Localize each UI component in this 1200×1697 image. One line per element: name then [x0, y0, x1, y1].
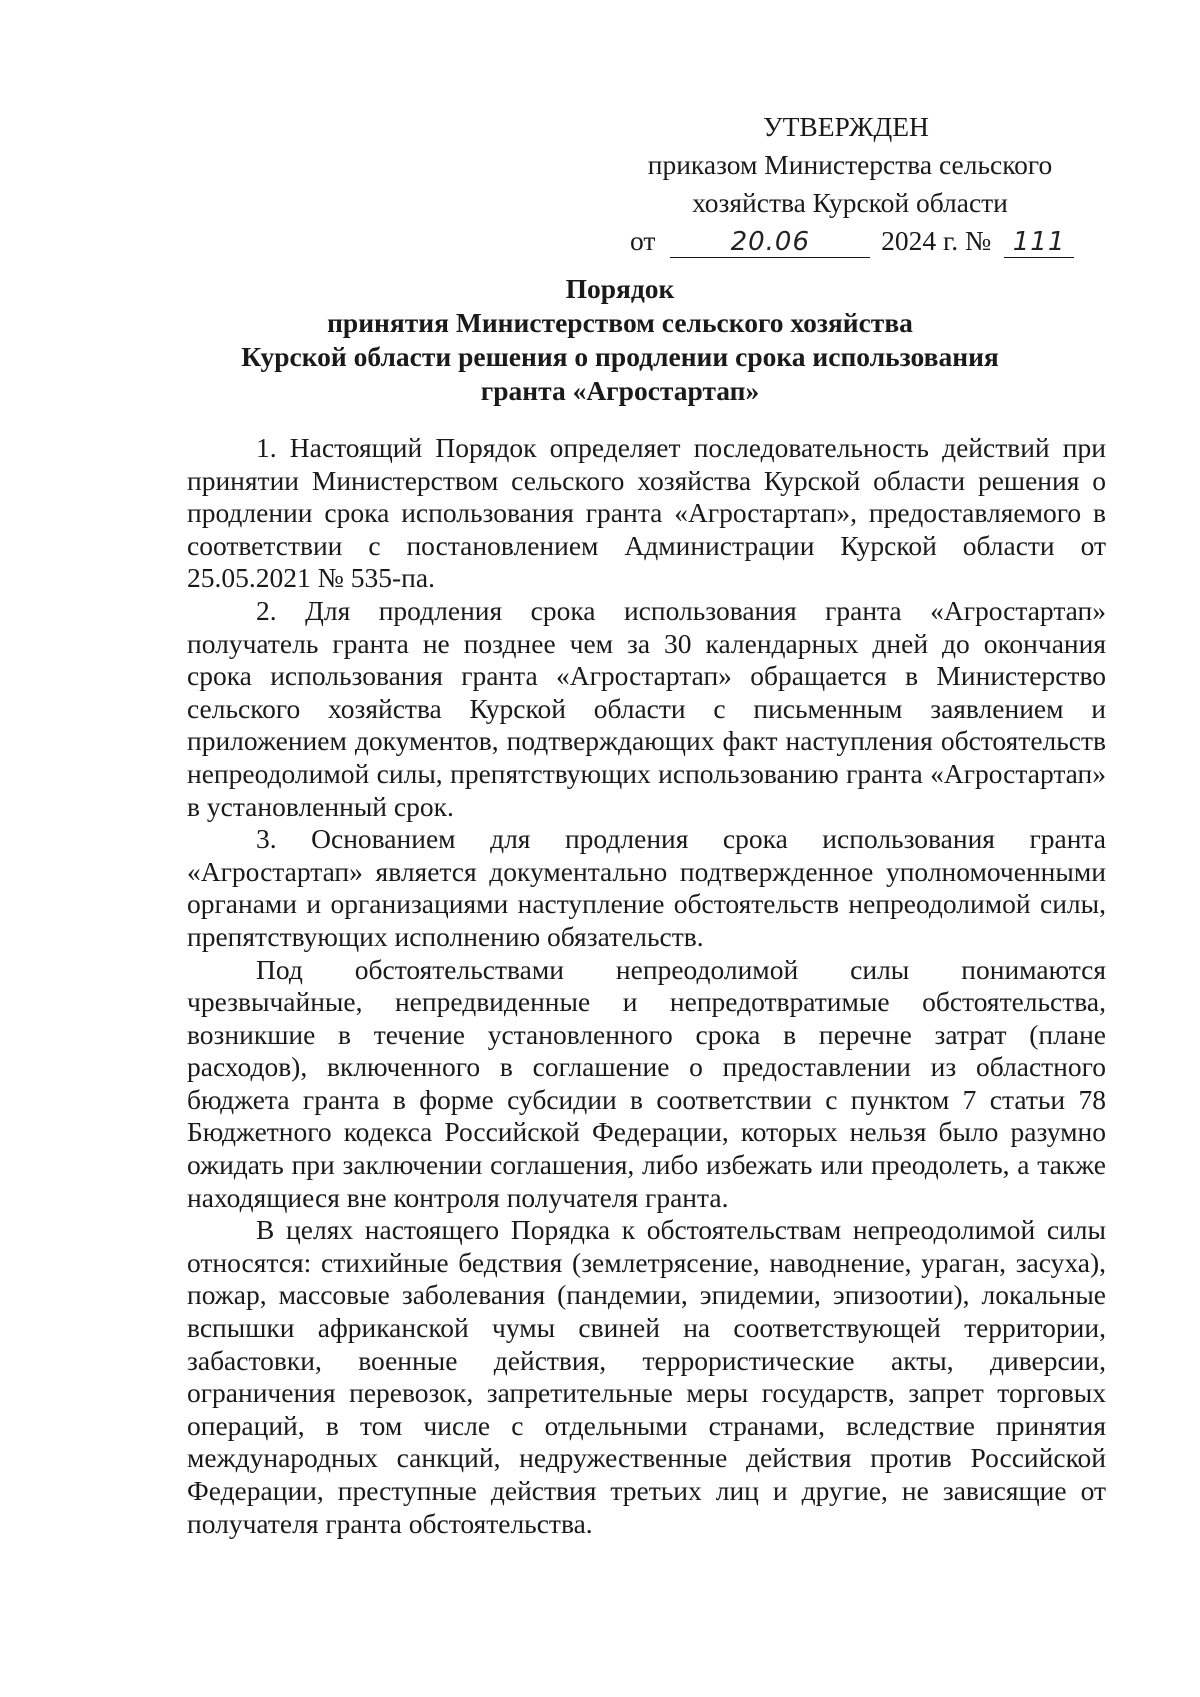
approval-date-line: [630, 222, 1070, 260]
handwritten-date: 20.06: [730, 227, 810, 257]
approval-block: [630, 108, 1070, 260]
approval-heading: УТВЕРЖДЕН: [763, 111, 929, 142]
title-line-1: Порядок: [565, 273, 675, 304]
approval-order-line: приказом Министерства сельского: [647, 149, 1053, 180]
paragraph-2: 2. Для продления срока использования гранта «Агростартап» получатель гранта не позднее чем за 30 календарных дней до окончания срока использования гранта «Агростартап» обращается в Министерство сельского хозяйства Курской области с письменным заявлением и приложением документов, подтверждающих факт наступления обстоятельств непреодолимой силы, препятствующих использованию гранта «Агростартап» в установленный срок.: [187, 594, 1106, 822]
document-body: [187, 432, 1106, 1540]
title-line-2: принятия Министерством сельского хозяйства: [327, 307, 913, 338]
date-field: [670, 226, 870, 258]
paragraph-1: 1. Настоящий Порядок определяет последовательность действий при принятии Министерством сельского хозяйства Курской области решения о продлении срока использования гранта «Агростартап», предоставляемого в соответствии с постановлением Администрации Курской области от 25.05.2021 № 535-па.: [187, 432, 1106, 594]
title-line-4: гранта «Агростартап»: [480, 375, 760, 406]
title-line-3: Курской области решения о продлении срока использования: [241, 341, 999, 372]
handwritten-number: 111: [1012, 227, 1066, 257]
date-from-label: от: [630, 225, 656, 256]
document-title: [140, 272, 1100, 408]
number-field: [1004, 226, 1074, 258]
paragraph-5: В целях настоящего Порядка к обстоятельствам непреодолимой силы относятся: стихийные бедствия (землетрясение, наводнение, ураган, засуха), пожар, массовые заболевания (пандемии, эпидемии, эпизоотии), локальные вспышки африканской чумы свиней на соответствующей территории, забастовки, военные действия, террористические акты, диверсии, ограничения перевозок, запретительные меры государств, запрет торговых операций, в том числе с отдельными странами, вследствие принятия международных санкций, недружественные действия против Российской Федерации, преступные действия третьих лиц и другие, не зависящие от получателя гранта обстоятельства.: [187, 1214, 1106, 1539]
approval-ministry-line: хозяйства Курской области: [692, 187, 1008, 218]
paragraph-4: Под обстоятельствами непреодолимой силы понимаются чрезвычайные, непредвиденные и непредотвратимые обстоятельства, возникшие в течение установленного срока в перечне затрат (плане расходов), включенного в соглашение о предоставлении из областного бюджета гранта в форме субсидии в соответствии с пунктом 7 статьи 78 Бюджетного кодекса Российской Федерации, которых нельзя было разумно ожидать при заключении соглашения, либо избежать или преодолеть, а также находящиеся вне контроля получателя гранта.: [187, 953, 1106, 1213]
year-number-label: 2024 г. №: [881, 225, 992, 256]
paragraph-3: 3. Основанием для продления срока использования гранта «Агростартап» является документально подтвержденное уполномоченными органами и организациями наступление обстоятельств непреодолимой силы, препятствующих исполнению обязательств.: [187, 823, 1106, 952]
